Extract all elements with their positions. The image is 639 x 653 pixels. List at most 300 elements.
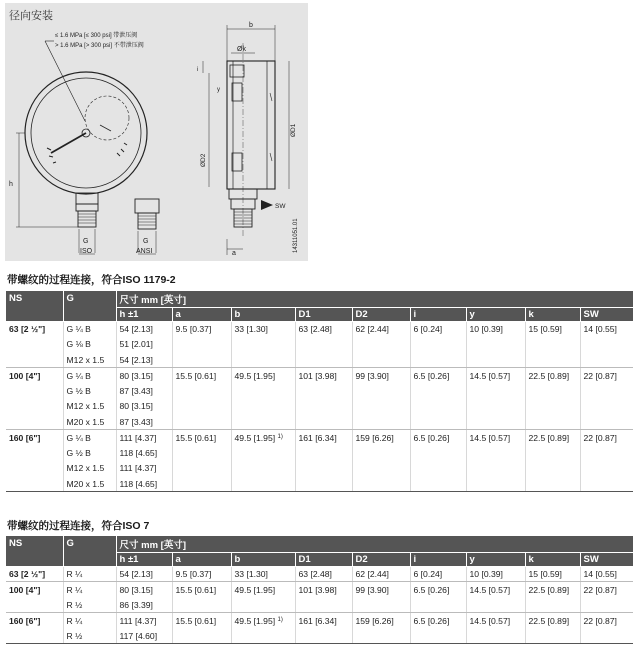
cell-value: 49.5 [1.95] (234, 584, 276, 595)
cell-d2 (352, 566, 410, 582)
table-row (6, 582, 633, 598)
cell-ns (6, 445, 63, 461)
cell-value: G ¼ B (66, 432, 91, 443)
cell-value: 99 [3.90] (355, 370, 389, 381)
column-header: SW (580, 552, 633, 566)
cell-value: 22.5 [0.89] (528, 432, 570, 443)
cell-ns (6, 566, 63, 582)
cell-sw (580, 352, 633, 368)
drawing-note-line1: ≤ 1.6 MPa [≤ 300 psi] 带泄压阀 (55, 33, 138, 39)
cell-sw (580, 368, 633, 384)
cell-value: 14.5 [0.57] (469, 432, 511, 443)
cell-i (410, 597, 466, 613)
cell-i (410, 461, 466, 477)
cell-k (525, 321, 580, 337)
table-row (6, 383, 633, 399)
cell-d1 (295, 566, 352, 582)
cell-value: 160 [6"] (9, 432, 41, 443)
cell-d2 (352, 321, 410, 337)
cell-i (410, 566, 466, 582)
cell-value: 9.5 [0.37] (175, 324, 212, 334)
drawing-id: 14311051.01 (293, 218, 299, 253)
dim-label-d2: ØD2 (200, 153, 207, 167)
cell-sw (580, 566, 633, 582)
dim-label-h: h (9, 181, 13, 188)
cell-value: 22 [0.87] (583, 584, 617, 595)
cell-value: 10 [0.39] (469, 568, 503, 579)
label-g-iso: G (83, 238, 89, 245)
cell-k (525, 566, 580, 582)
cell-g (63, 368, 116, 384)
cell-value: R ¼ (66, 568, 83, 579)
dim-label-d1: ØD1 (290, 123, 297, 137)
header-dims: 尺寸 mm [英寸] (116, 536, 633, 552)
ansi-connection-view (135, 199, 159, 255)
cell-value: 117 [4.60] (119, 630, 158, 641)
cell-value: 22 [0.87] (583, 370, 617, 381)
cell-value: 10 [0.39] (469, 324, 503, 334)
gauge-side-view (197, 22, 299, 257)
cell-value: 15.5 [0.61] (175, 432, 217, 443)
cell-k (525, 582, 580, 598)
cell-k (525, 461, 580, 477)
footnote-marker: 1) (277, 616, 283, 623)
cell-y (466, 597, 525, 613)
cell-value: R ½ (66, 599, 83, 610)
cell-d1 (295, 628, 352, 644)
cell-value: 118 [4.65] (119, 447, 158, 458)
cell-g (63, 628, 116, 644)
cell-sw (580, 582, 633, 598)
cell-value: 161 [6.34] (298, 432, 337, 443)
cell-d1 (295, 582, 352, 598)
cell-value: 49.5 [1.95] (234, 370, 276, 381)
cell-k (525, 445, 580, 461)
cell-a (172, 476, 231, 492)
footnote-marker: 1) (277, 433, 283, 440)
cell-b (231, 461, 295, 477)
cell-value: 111 [4.37] (119, 463, 157, 474)
cell-h (116, 566, 172, 582)
cell-value: 6 [0.24] (413, 568, 443, 579)
cell-i (410, 445, 466, 461)
drawing-title: 径向安装 (9, 10, 53, 22)
technical-drawing-panel (5, 3, 308, 261)
cell-h (116, 628, 172, 644)
cell-value: M12 x 1.5 (66, 354, 105, 365)
table-row (6, 430, 633, 446)
cell-k (525, 597, 580, 613)
note-leader-arrow (45, 41, 85, 121)
column-header: D1 (295, 552, 352, 566)
column-header: a (172, 552, 231, 566)
cell-h (116, 414, 172, 430)
cell-value: 160 [6"] (9, 615, 41, 626)
cell-value: G ½ B (66, 447, 91, 458)
cell-value: M20 x 1.5 (66, 478, 105, 489)
cell-sw (580, 597, 633, 613)
cell-a (172, 566, 231, 582)
cell-d1 (295, 414, 352, 430)
cell-d2 (352, 352, 410, 368)
header-ns: NS (6, 536, 63, 566)
cell-h (116, 476, 172, 492)
cell-sw (580, 476, 633, 492)
sw-arrow-icon (261, 200, 273, 210)
cell-h (116, 321, 172, 337)
cell-b (231, 368, 295, 384)
column-header: k (525, 552, 580, 566)
cell-a (172, 582, 231, 598)
column-header: b (231, 552, 295, 566)
cell-sw (580, 430, 633, 446)
cell-value: 14.5 [0.57] (469, 370, 511, 381)
cell-b (231, 566, 295, 582)
table2-iso7 (6, 536, 633, 644)
cell-d2 (352, 368, 410, 384)
label-ansi: ANSI (136, 248, 153, 255)
cell-value: 51 [2.01] (119, 339, 153, 350)
cell-value: 63 [2.48] (298, 324, 332, 334)
cell-d1 (295, 321, 352, 337)
cell-d2 (352, 399, 410, 415)
cell-d2 (352, 414, 410, 430)
cell-i (410, 399, 466, 415)
cell-y (466, 445, 525, 461)
cell-i (410, 430, 466, 446)
cell-i (410, 414, 466, 430)
cell-value: 15.5 [0.61] (175, 370, 217, 381)
column-header: D1 (295, 307, 352, 321)
cell-d2 (352, 430, 410, 446)
cell-value: 63 [2 ½"] (9, 324, 46, 334)
cell-value: 62 [2.44] (355, 568, 389, 579)
dim-label-sw: SW (275, 203, 286, 210)
cell-h (116, 368, 172, 384)
cell-b (231, 383, 295, 399)
column-header: SW (580, 307, 633, 321)
cell-value: R ¼ (66, 615, 83, 626)
cell-d2 (352, 337, 410, 353)
cell-value: 14.5 [0.57] (469, 615, 511, 626)
cell-b (231, 399, 295, 415)
cell-a (172, 597, 231, 613)
cell-value: 100 [4"] (9, 584, 41, 595)
cell-d1 (295, 476, 352, 492)
cell-a (172, 399, 231, 415)
cell-value: G ⅛ B (66, 339, 91, 350)
cell-sw (580, 461, 633, 477)
cell-value: 87 [3.43] (119, 416, 153, 427)
cell-y (466, 352, 525, 368)
cell-b (231, 321, 295, 337)
cell-b (231, 597, 295, 613)
cell-sw (580, 414, 633, 430)
table-row (6, 337, 633, 353)
header-g: G (63, 536, 116, 566)
table-row (6, 352, 633, 368)
cell-g (63, 566, 116, 582)
cell-a (172, 337, 231, 353)
dim-label-b: b (249, 22, 253, 29)
cell-ns (6, 321, 63, 337)
cell-b (231, 337, 295, 353)
cell-value: M12 x 1.5 (66, 463, 105, 474)
cell-value: 33 [1.30] (234, 568, 268, 579)
cell-g (63, 352, 116, 368)
cell-value: 22 [0.87] (583, 432, 617, 443)
cell-y (466, 337, 525, 353)
column-header: i (410, 307, 466, 321)
cell-g (63, 445, 116, 461)
cell-value: M20 x 1.5 (66, 416, 105, 427)
cell-value: 101 [3.98] (298, 370, 337, 381)
cell-ns (6, 613, 63, 629)
label-g-ansi: G (143, 238, 149, 245)
cell-h (116, 597, 172, 613)
cell-ns (6, 628, 63, 644)
cell-value: G ½ B (66, 385, 91, 396)
cell-i (410, 383, 466, 399)
cell-b (231, 476, 295, 492)
cell-sw (580, 613, 633, 629)
cell-h (116, 337, 172, 353)
cell-ns (6, 352, 63, 368)
header-g: G (63, 291, 116, 321)
cell-value: 86 [3.39] (119, 599, 153, 610)
cell-y (466, 383, 525, 399)
label-iso: ISO (80, 248, 93, 255)
cell-value: 80 [3.15] (119, 401, 153, 412)
cell-d1 (295, 368, 352, 384)
cell-i (410, 368, 466, 384)
cell-value: 6 [0.24] (413, 324, 443, 334)
cell-g (63, 476, 116, 492)
cell-value: 15.5 [0.61] (175, 584, 217, 595)
cell-value: R ¼ (66, 584, 83, 595)
cell-y (466, 321, 525, 337)
cell-y (466, 368, 525, 384)
cell-k (525, 613, 580, 629)
cell-b (231, 352, 295, 368)
cell-b (231, 430, 295, 446)
cell-g (63, 613, 116, 629)
cell-sw (580, 337, 633, 353)
cell-ns (6, 383, 63, 399)
cell-i (410, 628, 466, 644)
cell-sw (580, 445, 633, 461)
dim-label-k: Øk (237, 46, 246, 53)
cell-sw (580, 399, 633, 415)
cell-d2 (352, 383, 410, 399)
cell-ns (6, 399, 63, 415)
cell-d1 (295, 613, 352, 629)
cell-ns (6, 597, 63, 613)
cell-a (172, 383, 231, 399)
cell-y (466, 582, 525, 598)
cell-value: 15.5 [0.61] (175, 615, 217, 626)
cell-value: 159 [6.26] (355, 432, 394, 443)
table-row (6, 445, 633, 461)
column-header: k (525, 307, 580, 321)
cell-d1 (295, 383, 352, 399)
cell-i (410, 476, 466, 492)
cell-d2 (352, 628, 410, 644)
cell-g (63, 461, 116, 477)
column-header: y (466, 552, 525, 566)
cell-b (231, 628, 295, 644)
cell-i (410, 321, 466, 337)
cell-ns (6, 368, 63, 384)
cell-a (172, 352, 231, 368)
cell-value: 80 [3.15] (119, 584, 153, 595)
cell-value: 161 [6.34] (298, 615, 337, 626)
cell-g (63, 383, 116, 399)
table-row (6, 321, 633, 337)
cell-value: 6.5 [0.26] (413, 615, 450, 626)
cell-k (525, 383, 580, 399)
table-row (6, 461, 633, 477)
cell-y (466, 476, 525, 492)
cell-value: 118 [4.65] (119, 478, 158, 489)
cell-k (525, 476, 580, 492)
cell-value: 22 [0.87] (583, 615, 617, 626)
cell-y (466, 399, 525, 415)
cell-value: 15 [0.59] (528, 568, 562, 579)
cell-d2 (352, 461, 410, 477)
gauge-front-view (9, 72, 147, 255)
dim-label-i: i (197, 67, 199, 73)
cell-value: 99 [3.90] (355, 584, 389, 595)
cell-y (466, 414, 525, 430)
cell-ns (6, 476, 63, 492)
cell-value: 87 [3.43] (119, 385, 153, 396)
column-header: a (172, 307, 231, 321)
cell-value: 54 [2.13] (119, 568, 153, 579)
cell-a (172, 414, 231, 430)
cell-ns (6, 430, 63, 446)
column-header: b (231, 307, 295, 321)
cell-h (116, 613, 172, 629)
cell-ns (6, 337, 63, 353)
cell-d1 (295, 399, 352, 415)
cell-sw (580, 628, 633, 644)
cell-b (231, 582, 295, 598)
cell-b (231, 414, 295, 430)
cell-value: 63 [2 ½"] (9, 568, 46, 579)
cell-g (63, 430, 116, 446)
header-dims: 尺寸 mm [英寸] (116, 291, 633, 307)
cell-h (116, 399, 172, 415)
cell-value: 14.5 [0.57] (469, 584, 511, 595)
cell-value: 111 [4.37] (119, 432, 157, 443)
cell-value: 54 [2.13] (119, 324, 153, 334)
cell-g (63, 414, 116, 430)
cell-b (231, 613, 295, 629)
cell-d2 (352, 597, 410, 613)
cell-ns (6, 582, 63, 598)
dim-label-y: y (217, 87, 220, 93)
cell-h (116, 461, 172, 477)
cell-value: 101 [3.98] (298, 584, 337, 595)
cell-d1 (295, 430, 352, 446)
cell-value: 49.5 [1.95] (234, 615, 276, 626)
cell-ns (6, 414, 63, 430)
cell-k (525, 368, 580, 384)
cell-b (231, 445, 295, 461)
cell-k (525, 430, 580, 446)
table-row (6, 628, 633, 644)
cell-value: 49.5 [1.95] (234, 432, 276, 443)
cell-value: 22.5 [0.89] (528, 370, 570, 381)
cell-value: 100 [4"] (9, 370, 41, 381)
cell-value: 63 [2.48] (298, 568, 332, 579)
cell-i (410, 352, 466, 368)
cell-d1 (295, 461, 352, 477)
cell-value: 33 [1.30] (234, 324, 268, 334)
cell-value: 15 [0.59] (528, 324, 562, 334)
cell-d1 (295, 337, 352, 353)
cell-value: 6.5 [0.26] (413, 370, 450, 381)
cell-sw (580, 383, 633, 399)
cell-a (172, 368, 231, 384)
cell-value: G ¼ B (66, 370, 91, 381)
cell-g (63, 582, 116, 598)
cell-k (525, 352, 580, 368)
cell-h (116, 582, 172, 598)
cell-a (172, 445, 231, 461)
table-row (6, 414, 633, 430)
dim-label-a: a (232, 250, 236, 257)
cell-k (525, 337, 580, 353)
cell-d2 (352, 445, 410, 461)
cell-value: 14 [0.55] (583, 568, 617, 579)
cell-value: 9.5 [0.37] (175, 568, 212, 579)
cell-a (172, 461, 231, 477)
table2-title: 带螺纹的过程连接，符合ISO 7 (7, 520, 150, 532)
column-header: D2 (352, 552, 410, 566)
cell-a (172, 628, 231, 644)
cell-ns (6, 461, 63, 477)
table1-title: 带螺纹的过程连接，符合ISO 1179-2 (7, 274, 176, 286)
cell-value: 62 [2.44] (355, 324, 389, 334)
cell-a (172, 613, 231, 629)
cell-g (63, 399, 116, 415)
cell-value: 54 [2.13] (119, 354, 153, 365)
column-header: D2 (352, 307, 410, 321)
cell-value: 22.5 [0.89] (528, 584, 570, 595)
cell-y (466, 566, 525, 582)
cell-value: 6.5 [0.26] (413, 432, 450, 443)
cell-h (116, 445, 172, 461)
cell-value: 111 [4.37] (119, 615, 157, 626)
cell-i (410, 613, 466, 629)
cell-y (466, 628, 525, 644)
cell-d2 (352, 476, 410, 492)
cell-value: R ½ (66, 630, 83, 641)
cell-k (525, 628, 580, 644)
cell-value: 14 [0.55] (583, 324, 617, 334)
cell-sw (580, 321, 633, 337)
cell-d1 (295, 597, 352, 613)
cell-g (63, 597, 116, 613)
cell-a (172, 430, 231, 446)
table-row (6, 368, 633, 384)
cell-d1 (295, 445, 352, 461)
cell-d2 (352, 613, 410, 629)
cell-a (172, 321, 231, 337)
cell-h (116, 352, 172, 368)
